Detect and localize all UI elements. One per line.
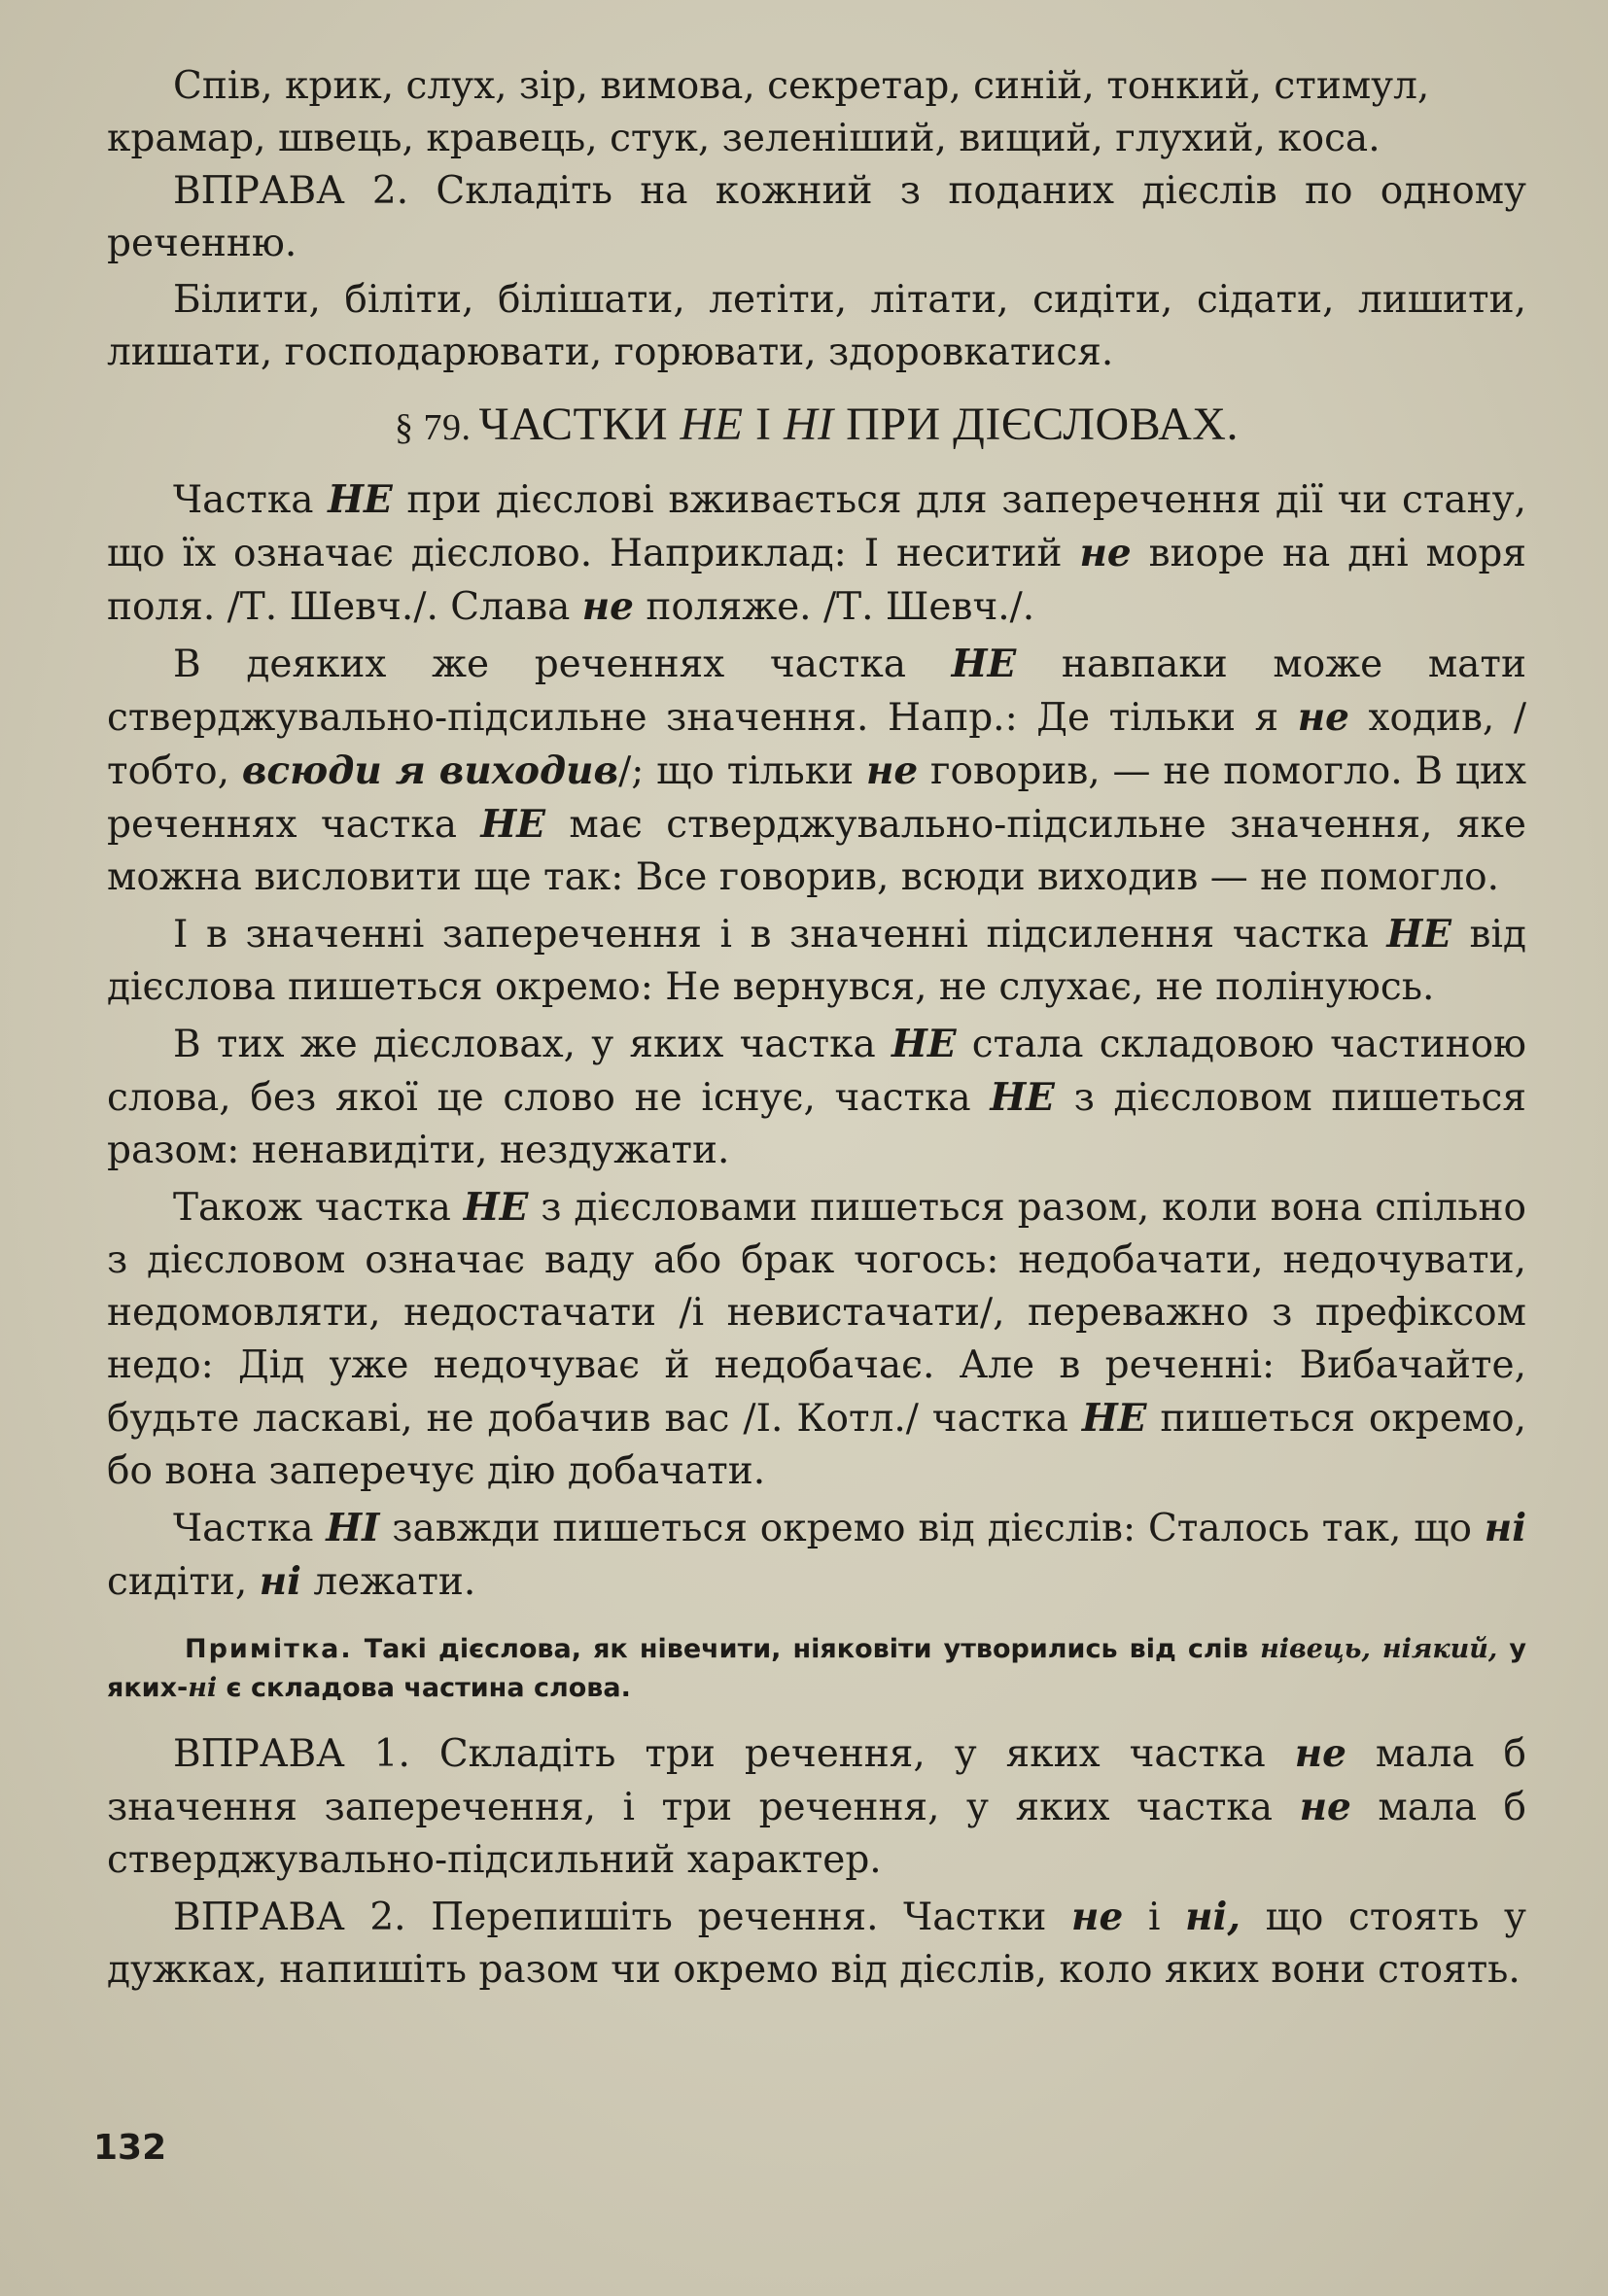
exercise-1: ВПРАВА 1. Складіть три речення, у яких частка не мала б значення заперечення, і три речення, у яких частка не мала б стверджувально-підсильний характер. [107, 1731, 1526, 1882]
verb-list: Білити, біліти, білішати, летіти, літати, сидіти, сідати, лишити, лишати, господарювати, горювати, здоровкатися. [107, 278, 1526, 374]
paragraph-5: Також частка НЕ з дієсловами пишеться разом, коли вона спільно з дієсловом означає ваду або брак чогось: недобачати, недочувати, недомовляти, недостачати /і невистачати/, переважно з префіксом недо: Дід уже недочуває й недобачає. Але в реченні: Вибачайте, будьте ласкаві, не добачив вас /І. Котл./ частка НЕ пишеться окремо, бо вона заперечує дію добачати. [107, 1185, 1526, 1493]
section-heading: § 79. ЧАСТКИ НЕ І НІ ПРИ ДІЄСЛОВАХ. [395, 399, 1239, 450]
paragraph-3: І в значенні заперечення і в значенні підсилення частка НЕ від дієслова пишеться окремо: Не вернувся, не слухає, не полінуюсь. [107, 912, 1526, 1009]
exercise-2-label: ВПРАВА 2. [173, 169, 409, 213]
paragraph-4: В тих же дієсловах, у яких частка НЕ стала складовою частиною слова, без якої це слово не існує, частка НЕ з дієсловом пишеться разом: ненавидіти, нездужати. [107, 1022, 1526, 1172]
note: Примітка. Такі дієслова, як нівечити, ніяковіти утворились від слів нівець, ніякий, у яких-ні є складова частина слова. [107, 1634, 1527, 1703]
paragraph-1: Частка НЕ при дієслові вживається для заперечення дії чи стану, що їх означає дієслово. Наприклад: І неситий не виоре на дні моря поля. /Т. Шевч./. Слава не поляже. /Т. Шевч./. [107, 477, 1526, 629]
paragraph-2: В деяких же реченнях частка НЕ навпаки може мати стверджувально-підсильне значення. Напр.: Де тільки я не ходив, /тобто, всюди я виходив/; що тільки не говорив, — не помогло. В цих реченнях частка НЕ має стверджувально-підсильне значення, яке можна висловити ще так: Все говорив, всюди виходив — не помогло. [107, 642, 1527, 899]
exercise-1-label: ВПРАВА 1. [173, 1732, 410, 1776]
word-list-line-2: крамар, швець, кравець, стук, зеленіший, вищий, глухий, коса. [107, 117, 1381, 160]
note-label: Примітка. [185, 1634, 353, 1664]
exercise-2: ВПРАВА 2. Перепишіть речення. Частки не і ні, що стоять у дужках, напишіть разом чи окремо від дієслів, коло яких вони стоять. [107, 1895, 1526, 1992]
exercise-2-bottom-label: ВПРАВА 2. [173, 1896, 406, 1939]
paragraph-6: Частка НІ завжди пишеться окремо від дієслів: Сталось так, що ні сидіти, ні лежати. [107, 1506, 1527, 1604]
exercise-2-top: ВПРАВА 2. Складіть на кожний з поданих дієслів по одному реченню. [107, 169, 1526, 265]
page-number: 132 [93, 2128, 167, 2168]
word-list-line-1: Спів, крик, слух, зір, вимова, секретар, синій, тонкий, стимул, [173, 64, 1430, 108]
